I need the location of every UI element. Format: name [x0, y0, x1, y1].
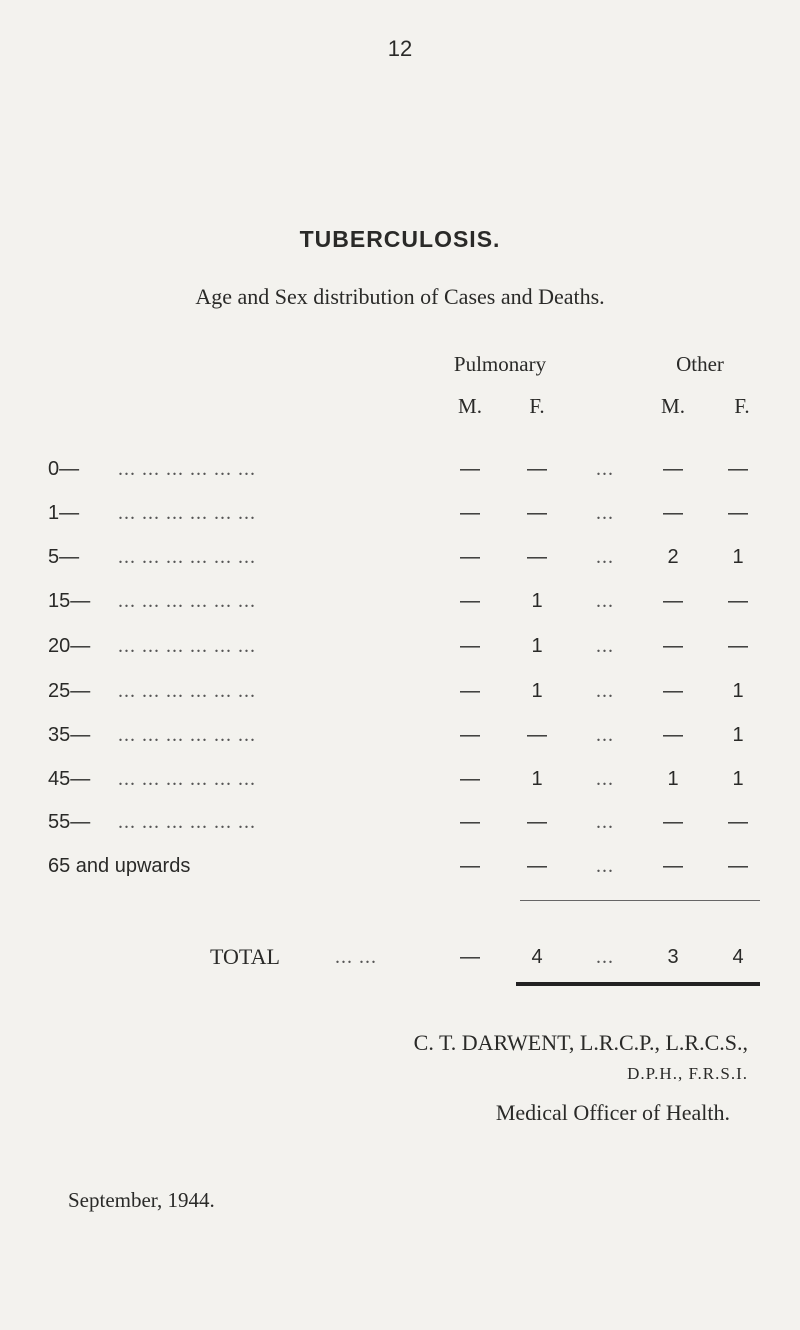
table-row [0, 458, 800, 488]
report-date: September, 1944. [68, 1188, 215, 1212]
other-header: Other [676, 352, 724, 376]
leader-dots: ... ... ... ... ... ... [118, 768, 256, 790]
pulmonary-male-cell: — [460, 546, 480, 568]
pulmonary-female-cell: 1 [531, 635, 543, 657]
table-row [0, 590, 800, 620]
table-row [0, 680, 800, 710]
other-female-cell: 1 [732, 724, 744, 746]
signature-qualifications: D.P.H., F.R.S.I. [627, 1064, 748, 1083]
table-row [0, 502, 800, 532]
age-label: 35— [48, 724, 91, 746]
total-rule [520, 900, 760, 901]
signature-name: C. T. DARWENT, L.R.C.P., L.R.C.S., [413, 1030, 748, 1055]
other-female-cell: — [728, 458, 748, 480]
total-label: TOTAL [210, 944, 280, 969]
table-row [0, 811, 800, 841]
leader-dots: ... ... ... ... ... ... [118, 590, 256, 612]
pulmonary-male-cell: — [460, 811, 480, 833]
pulmonary-male-cell: — [460, 635, 480, 657]
other-male-cell: — [663, 502, 683, 524]
other-male-cell: — [663, 635, 683, 657]
mid-dots: ... [596, 724, 614, 746]
pulmonary-female-cell: — [527, 458, 547, 480]
pulmonary-female-cell: 1 [531, 680, 543, 702]
page-title: TUBERCULOSIS. [299, 226, 501, 252]
pulmonary-female-header: F. [529, 394, 545, 418]
total-pulmonary-male: — [460, 946, 480, 968]
leader-dots: ... ... ... ... ... ... [118, 680, 256, 702]
other-female-cell: 1 [732, 768, 744, 790]
other-female-cell: — [728, 502, 748, 524]
leader-dots: ... ... ... ... ... ... [118, 502, 256, 524]
other-female-cell: — [728, 855, 748, 877]
pulmonary-female-cell: — [527, 855, 547, 877]
pulmonary-female-cell: — [527, 546, 547, 568]
age-label: 45— [48, 768, 91, 790]
pulmonary-male-cell: — [460, 502, 480, 524]
leader-dots: ... ... ... ... ... ... [118, 458, 256, 480]
table-row [0, 855, 800, 885]
pulmonary-male-cell: — [460, 680, 480, 702]
other-male-cell: — [663, 724, 683, 746]
table-row [0, 724, 800, 754]
age-label: 65 and upwards [48, 855, 191, 877]
signature-role: Medical Officer of Health. [495, 1100, 730, 1125]
other-female-cell: — [728, 811, 748, 833]
leader-dots: ... ... ... ... ... ... [118, 546, 256, 568]
table-row [0, 768, 800, 798]
other-female-cell: 1 [732, 546, 744, 568]
mid-dots: ... [596, 502, 614, 524]
other-female-header: F. [734, 394, 750, 418]
mid-dots: ... [596, 680, 614, 702]
other-male-cell: 1 [667, 768, 679, 790]
total-pulmonary-female: 4 [531, 946, 543, 968]
pulmonary-male-cell: — [460, 724, 480, 746]
pulmonary-female-cell: — [527, 502, 547, 524]
mid-dots: ... [596, 590, 614, 612]
other-female-cell: — [728, 635, 748, 657]
other-male-cell: — [663, 590, 683, 612]
other-female-cell: — [728, 590, 748, 612]
other-male-header: M. [661, 394, 685, 418]
pulmonary-header: Pulmonary [453, 352, 547, 376]
pulmonary-male-cell: — [460, 768, 480, 790]
age-label: 55— [48, 811, 91, 833]
page-number: 12 [387, 36, 413, 61]
leader-dots: ... ... ... ... ... ... [118, 811, 256, 833]
table-row [0, 546, 800, 576]
other-male-cell: 2 [667, 546, 679, 568]
total-other-female: 4 [732, 946, 744, 968]
other-male-cell: — [663, 811, 683, 833]
leader-dots: ... ... ... ... ... ... [118, 724, 256, 746]
pulmonary-female-cell: — [527, 724, 547, 746]
leader-dots: ... ... ... ... ... ... [118, 635, 256, 657]
pulmonary-male-cell: — [460, 590, 480, 612]
pulmonary-male-cell: — [460, 458, 480, 480]
other-female-cell: 1 [732, 680, 744, 702]
total-other-male: 3 [667, 946, 679, 968]
mid-dots: ... [596, 768, 614, 790]
age-label: 15— [48, 590, 91, 612]
age-label: 5— [48, 546, 80, 568]
other-male-cell: — [663, 680, 683, 702]
other-male-cell: — [663, 458, 683, 480]
age-label: 0— [48, 458, 80, 480]
pulmonary-male-header: M. [458, 394, 482, 418]
age-label: 20— [48, 635, 91, 657]
mid-dots: ... [596, 635, 614, 657]
mid-dots: ... [596, 546, 614, 568]
mid-dots: ... [596, 458, 614, 480]
mid-dots: ... [596, 855, 614, 877]
other-male-cell: — [663, 855, 683, 877]
table-row [0, 635, 800, 665]
age-label: 1— [48, 502, 80, 524]
pulmonary-female-cell: 1 [531, 590, 543, 612]
age-label: 25— [48, 680, 91, 702]
mid-dots: ... [596, 946, 614, 968]
mid-dots: ... [596, 811, 614, 833]
double-rule [516, 982, 760, 986]
pulmonary-female-cell: 1 [531, 768, 543, 790]
total-dots: ... ... [335, 946, 377, 968]
pulmonary-female-cell: — [527, 811, 547, 833]
pulmonary-male-cell: — [460, 855, 480, 877]
table-subtitle: Age and Sex distribution of Cases and Deaths. [195, 284, 605, 309]
